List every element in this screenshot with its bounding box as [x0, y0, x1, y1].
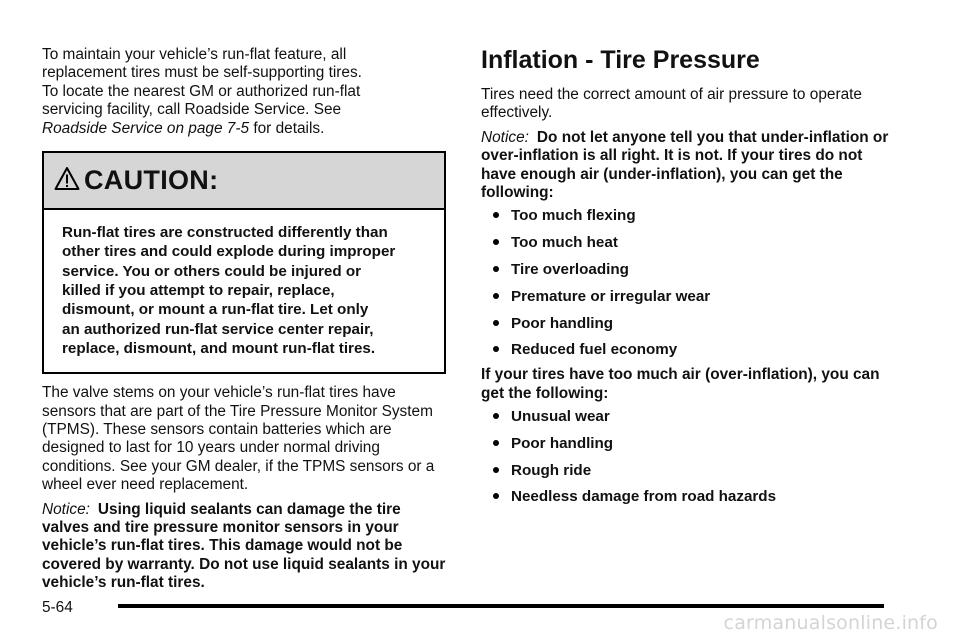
list-item: Too much heat: [481, 230, 901, 257]
left-column: [42, 46, 446, 593]
caution-line: replace, dismount, and mount run-flat tires.: [62, 339, 376, 357]
caution-line: service. You or others could be injured or: [62, 262, 362, 280]
list-item: Unusual wear: [481, 404, 901, 431]
notice-label: Notice:: [42, 500, 90, 518]
caution-title: CAUTION:: [84, 165, 219, 196]
intro-line: To maintain your vehicle’s run-flat feature, all: [42, 46, 347, 63]
list-item: Poor handling: [481, 311, 901, 338]
list-item: Too much flexing: [481, 203, 901, 230]
caution-text: [44, 210, 444, 372]
right-column: [481, 46, 901, 511]
list-item: Tire overloading: [481, 257, 901, 284]
over-inflation-paragraph: If your tires have too much air (over-inflation), you can get the following:: [481, 366, 880, 402]
intro-paragraph: Tires need the correct amount of air pressure to operate effectively.: [481, 86, 862, 122]
caution-header: [44, 153, 444, 210]
footer-divider: [118, 604, 884, 608]
warning-icon: [54, 166, 80, 192]
caution-box: [42, 151, 446, 374]
over-inflation-list: [481, 404, 901, 511]
under-inflation-list: [481, 203, 901, 364]
caution-line: an authorized run-flat service center repair,: [62, 320, 374, 338]
list-item: Premature or irregular wear: [481, 284, 901, 311]
intro-paragraph: [42, 46, 446, 138]
list-item: Rough ride: [481, 458, 901, 485]
roadside-service-link[interactable]: Roadside Service on page 7-5: [42, 119, 250, 137]
page-number: 5-64: [42, 599, 73, 616]
intro-line: To locate the nearest GM or authorized run-flat: [42, 82, 361, 100]
watermark: carmanualsonline.info: [723, 612, 938, 634]
notice-paragraph: [42, 501, 446, 593]
list-item: Needless damage from road hazards: [481, 484, 901, 511]
caution-line: other tires and could explode during improper: [62, 243, 396, 261]
section-heading: Inflation - Tire Pressure: [481, 46, 760, 74]
intro-line: replacement tires must be self-supporting tires.: [42, 64, 362, 82]
caution-line: Run-flat tires are constructed differently than: [62, 224, 388, 242]
caution-line: killed if you attempt to repair, replace,: [62, 281, 335, 299]
list-item: Reduced fuel economy: [481, 337, 901, 364]
intro-line: servicing facility, call Roadside Service. See: [42, 101, 342, 119]
notice-text: Do not let anyone tell you that under-inflation or over-inflation is all right. It is not. If your tires do not have enough air (under-inflation), you can get the following:: [481, 128, 889, 202]
xref-suffix: for details.: [249, 119, 325, 137]
notice-text: Using liquid sealants can damage the tire valves and tire pressure monitor sensors in your vehicle’s run-flat tires. This damage would not be covered by warranty. Do not use liquid sealants in your vehicle’s run-flat tires.: [42, 500, 446, 592]
list-item: Poor handling: [481, 431, 901, 458]
notice-label: Notice:: [481, 128, 529, 146]
caution-line: dismount, or mount a run-flat tire. Let only: [62, 301, 369, 319]
notice-paragraph: [481, 129, 901, 203]
valve-stems-paragraph: The valve stems on your vehicle’s run-flat tires have sensors that are part of the Tire Pressure Monitor System (TPMS). These sensors contain batteries which are designed to last for 10 years under normal driving conditions. See your GM dealer, if the TPMS sensors or a wheel ever need replacement.: [42, 384, 435, 494]
